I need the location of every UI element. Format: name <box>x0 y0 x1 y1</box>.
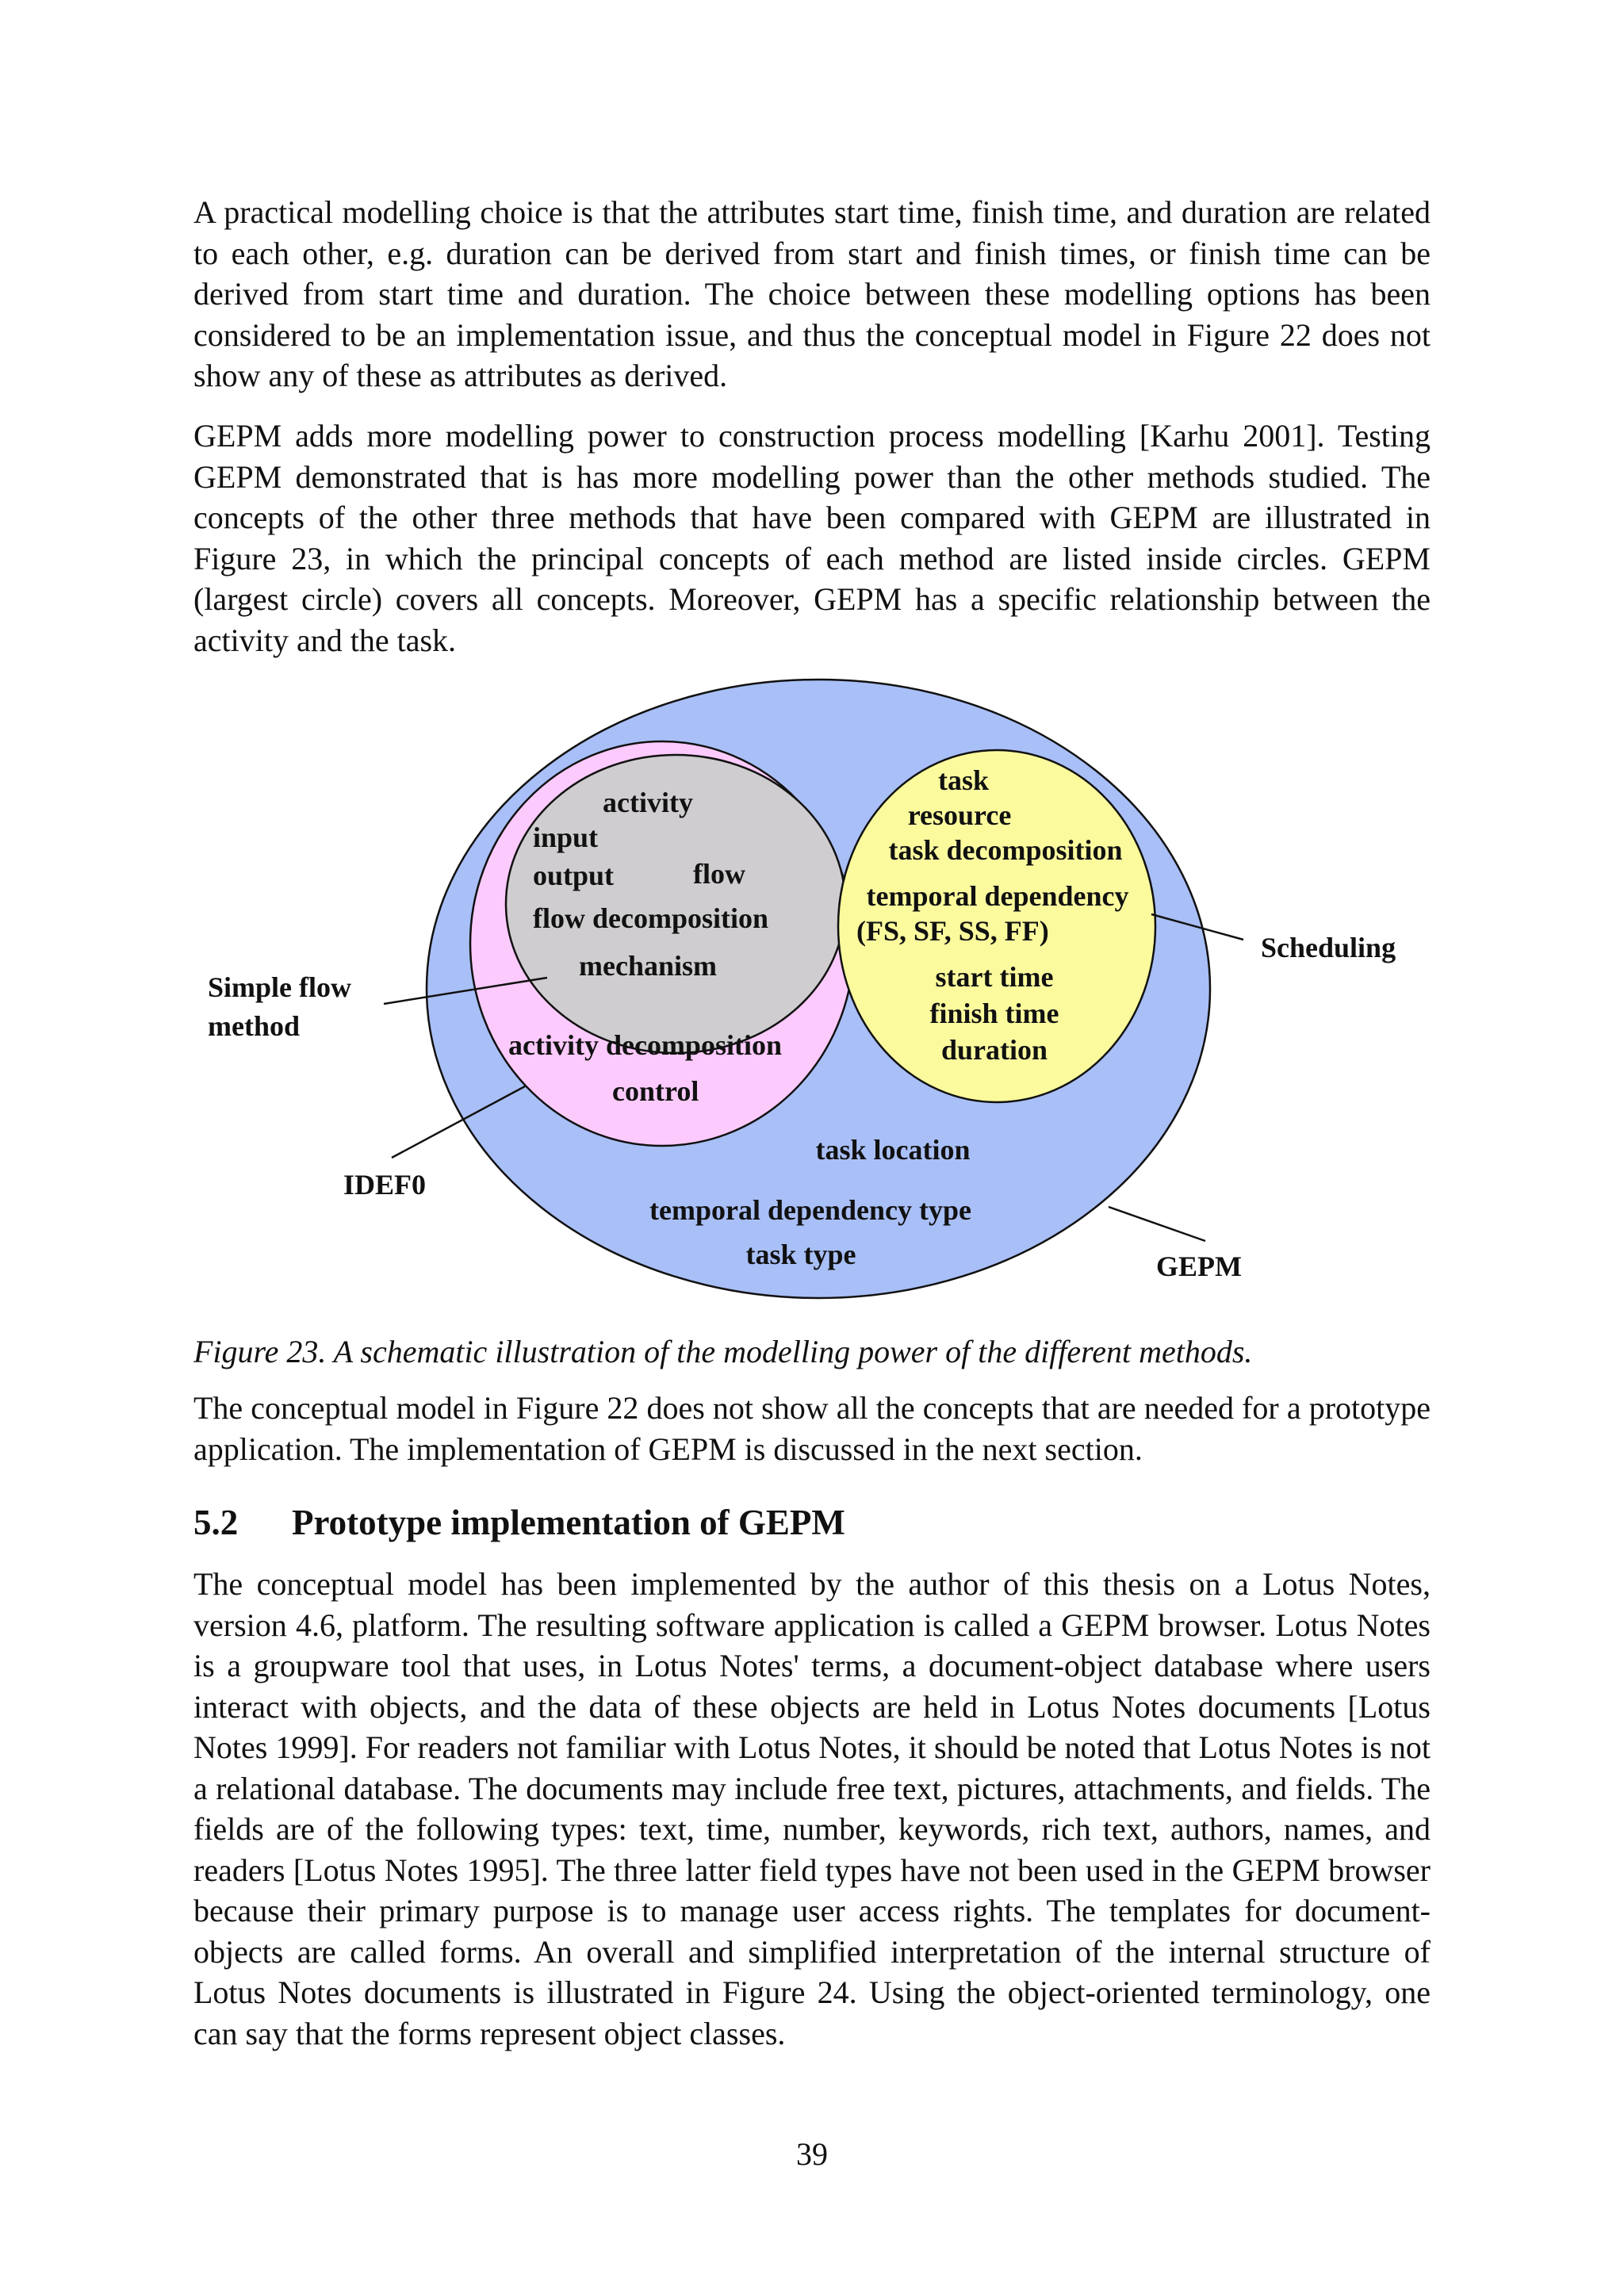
concept-task-location: task location <box>815 1134 971 1166</box>
label-simple-flow: Simple flow <box>208 971 352 1003</box>
label-gepm: GEPM <box>1156 1250 1242 1282</box>
paragraph-attribute-modelling: A practical modelling choice is that the attributes start time, finish time, and duration are related to each other, e.g. duration can be derived from start and finish times, or finish time can be derived from start time and duration. The choice between these modelling options has been considered to be an implementation issue, and thus the conceptual model in Figure 22 does not show any of these as attributes as derived. <box>193 194 1431 393</box>
paragraph-conceptual-model: The conceptual model in Figure 22 does not show all the concepts that are needed for a prototype application. The implementation of GEPM is discussed in the next section. <box>193 1390 1431 1467</box>
concept-activity-decomposition: activity decomposition <box>508 1029 782 1061</box>
section-heading <box>193 1500 845 1545</box>
paragraph-gepm-modelling-power: GEPM adds more modelling power to construction process modelling [Karhu 2001]. Testing GEPM demonstrated that is has more modelling power than the other methods studied. The concepts of the other three methods that have been compared with GEPM are illustrated in Figure 23, in which the principal concepts of each method are listed inside circles. GEPM (largest circle) covers all concepts. Moreover, GEPM has a specific relationship between the activity and the task. <box>193 418 1431 658</box>
concept-temporal-dependency: temporal dependency <box>866 880 1129 912</box>
concept-start-time: start time <box>935 961 1054 993</box>
section-title: Prototype implementation of GEPM <box>292 1503 845 1542</box>
page-number: 39 <box>796 2136 828 2172</box>
label-simple-flow-method: method <box>208 1010 300 1042</box>
label-scheduling: Scheduling <box>1261 932 1396 963</box>
concept-dependency-types: (FS, SF, SS, FF) <box>856 915 1049 947</box>
concept-temporal-dependency-type: temporal dependency type <box>649 1194 971 1226</box>
concept-control: control <box>612 1075 699 1107</box>
concept-finish-time: finish time <box>929 998 1059 1029</box>
concept-flow: flow <box>693 858 745 890</box>
concept-mechanism: mechanism <box>579 950 717 982</box>
concept-duration: duration <box>940 1034 1048 1066</box>
concept-task-decomposition: task decomposition <box>888 834 1123 866</box>
paragraph-lotus-notes: The conceptual model has been implemented by the author of this thesis on a Lotus Notes, version 4.6, platform. The resulting software application is called a GEPM browser. Lotus Notes is a groupware tool that uses, in Lotus Notes' terms, a document-object database where users interact with objects, and the data of these objects are held in Lotus Notes documents [Lotus Notes 1999]. For readers not familiar with Lotus Notes, it should be noted that Lotus Notes is not a relational database. The documents may include free text, pictures, attachments, and fields. The fields are of the following types: text, time, number, keywords, rich text, authors, names, and readers [Lotus Notes 1995]. The three latter field types have not been used in the GEPM browser because their primary purpose is to manage user access rights. The templates for document-objects are called forms. An overall and simplified interpretation of the internal structure of Lotus Notes documents is illustrated in Figure 24. Using the object-oriented terminology, one can say that the forms represent object classes. <box>193 1566 1431 2051</box>
concept-input: input <box>533 821 599 853</box>
figure-caption: Figure 23. A schematic illustration of the modelling power of the different methods. <box>193 1334 1253 1369</box>
concept-activity: activity <box>603 787 693 818</box>
gepm-callout-line <box>1109 1207 1205 1241</box>
label-idef0: IDEF0 <box>343 1169 427 1201</box>
section-number: 5.2 <box>193 1503 239 1542</box>
concept-output: output <box>533 860 615 891</box>
concept-task-type: task type <box>745 1239 856 1270</box>
concept-resource: resource <box>907 799 1012 831</box>
concept-task: task <box>937 764 990 796</box>
concept-flow-decomposition: flow decomposition <box>533 902 768 934</box>
